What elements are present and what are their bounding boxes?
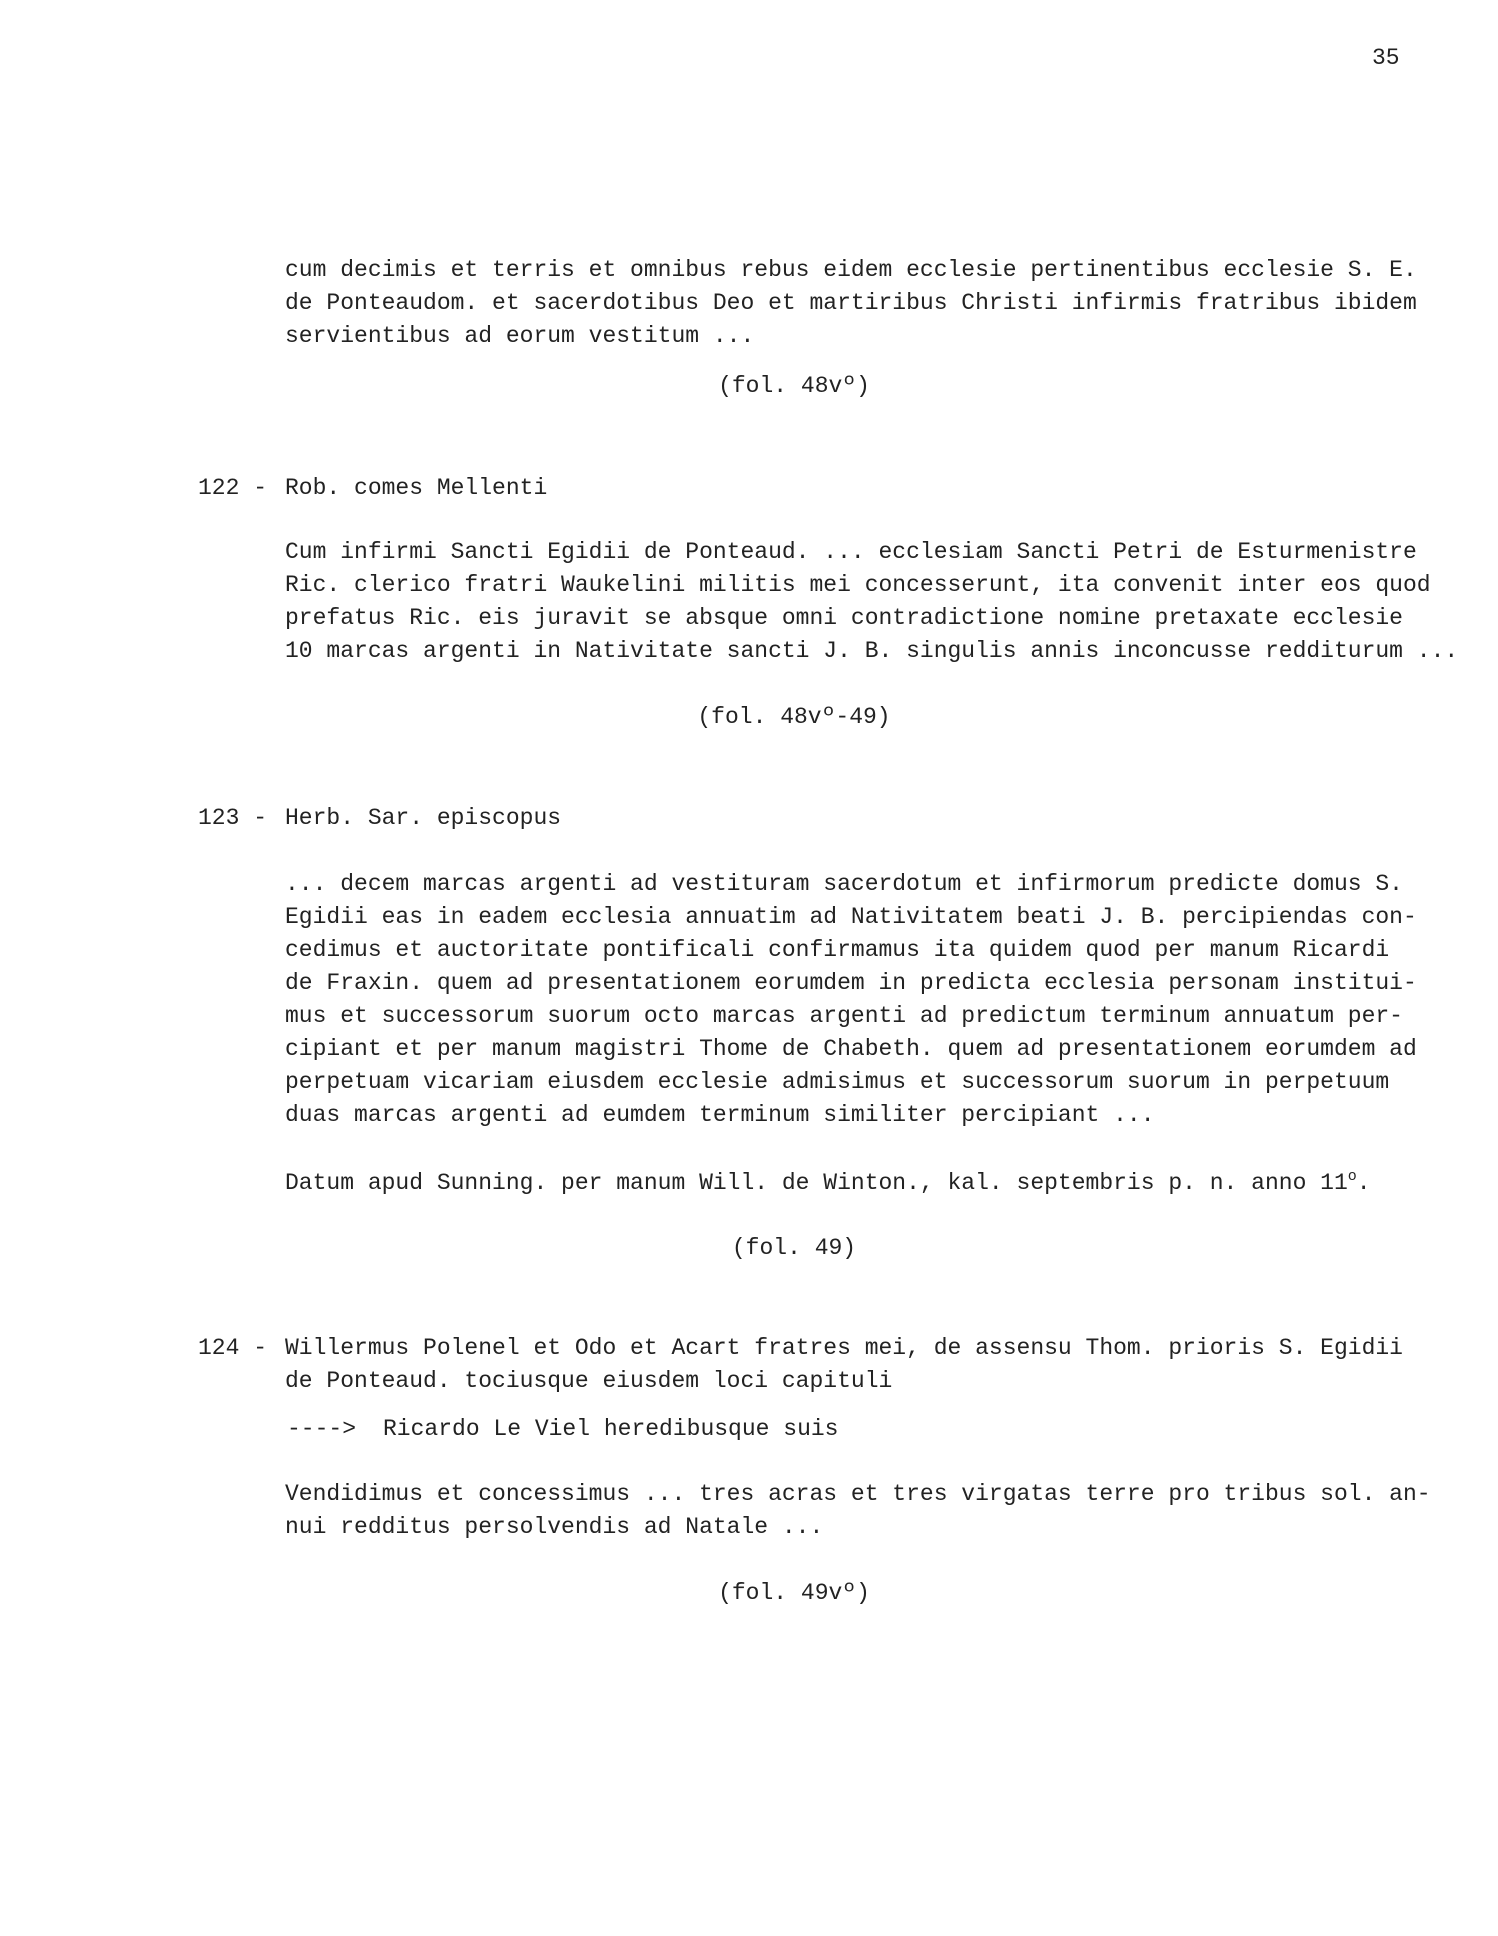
text-line: cedimus et auctoritate pontificali confirmamus ita quidem quod per manum Ricardi (285, 937, 1390, 963)
text-line: ... decem marcas argenti ad vestituram sacerdotum et infirmorum predicte domus S. (285, 871, 1403, 897)
entry-title: Herb. Sar. episcopus (285, 805, 562, 831)
text-line: perpetuam vicariam eiusdem ecclesie admisimus et successorum suorum in perpetuum (285, 1069, 1390, 1095)
dating-superscript: o (1347, 1168, 1357, 1185)
text-line: servientibus ad eorum vestitum ... (285, 323, 755, 349)
entry-heading-122 (198, 472, 547, 505)
entry-title: de Ponteaud. tociusque eiusdem loci capituli (285, 1368, 893, 1394)
folio-reference (0, 1232, 1498, 1265)
folio-reference (0, 1577, 1498, 1610)
entry-number: 122 - (198, 475, 268, 501)
text-line: nui redditus persolvendis ad Natale ... (285, 1514, 824, 1540)
folio-text: (fol. 48vº) (718, 373, 870, 399)
entry-heading-123 (198, 802, 561, 835)
text-line: prefatus Ric. eis juravit se absque omni contradictione nomine pretaxate ecclesie (285, 605, 1403, 631)
entry-title: Willermus Polenel et Odo et Acart fratres mei, de assensu Thom. prioris S. Egidii (285, 1335, 1403, 1361)
text-line: Egidii eas in eadem ecclesia annuatim ad Nativitatem beati J. B. percipiendas con- (285, 904, 1417, 930)
recipient-text: Ricardo Le Viel heredibusque suis (383, 1416, 839, 1442)
dating-end: . (1356, 1170, 1371, 1196)
entry-123-paragraph (285, 868, 1485, 1132)
text-line: Vendidimus et concessimus ... tres acras et tres virgatas terre pro tribus sol. an- (285, 1481, 1431, 1507)
text-line: Ric. clerico fratri Waukelini militis mei concesserunt, ita convenit inter eos quod (285, 572, 1431, 598)
folio-reference (0, 701, 1498, 734)
text-line: mus et successorum suorum octo marcas argenti ad predictum terminum annuatum per- (285, 1003, 1403, 1029)
folio-text: (fol. 48vº-49) (697, 704, 891, 730)
folio-reference (0, 370, 1498, 403)
entry-heading-continuation (285, 1365, 1485, 1398)
text-line: de Ponteaudom. et sacerdotibus Deo et martiribus Christi infirmis fratribus ibidem (285, 290, 1417, 316)
dating-clause (285, 1167, 1485, 1200)
dating-text: Datum apud Sunning. per manum Will. de Winton., kal. septembris p. n. anno 11 (285, 1170, 1348, 1196)
arrow-icon: ----> (287, 1416, 357, 1442)
entry-124-paragraph (285, 1478, 1485, 1544)
entry-heading-124 (198, 1332, 1403, 1365)
folio-text: (fol. 49vº) (718, 1580, 870, 1606)
text-line: Cum infirmi Sancti Egidii de Ponteaud. ... ecclesiam Sancti Petri de Esturmenistre (285, 539, 1417, 565)
text-line: de Fraxin. quem ad presentationem eorumdem in predicta ecclesia personam institui- (285, 970, 1417, 996)
folio-text: (fol. 49) (731, 1235, 857, 1261)
entry-number: 124 - (198, 1335, 268, 1361)
entry-title: Rob. comes Mellenti (285, 475, 548, 501)
entry-122-paragraph (285, 536, 1485, 668)
page-number: 35 (1372, 45, 1400, 71)
text-line: duas marcas argenti ad eumdem terminum similiter percipiant ... (285, 1102, 1155, 1128)
intro-paragraph (285, 254, 1485, 353)
entry-number: 123 - (198, 805, 268, 831)
text-line: cipiant et per manum magistri Thome de Chabeth. quem ad presentationem eorumdem ad (285, 1036, 1417, 1062)
text-line: cum decimis et terris et omnibus rebus eidem ecclesie pertinentibus ecclesie S. E. (285, 257, 1417, 283)
recipient-line (287, 1413, 838, 1446)
text-line: 10 marcas argenti in Nativitate sancti J. B. singulis annis inconcusse redditurum ... (285, 638, 1459, 664)
